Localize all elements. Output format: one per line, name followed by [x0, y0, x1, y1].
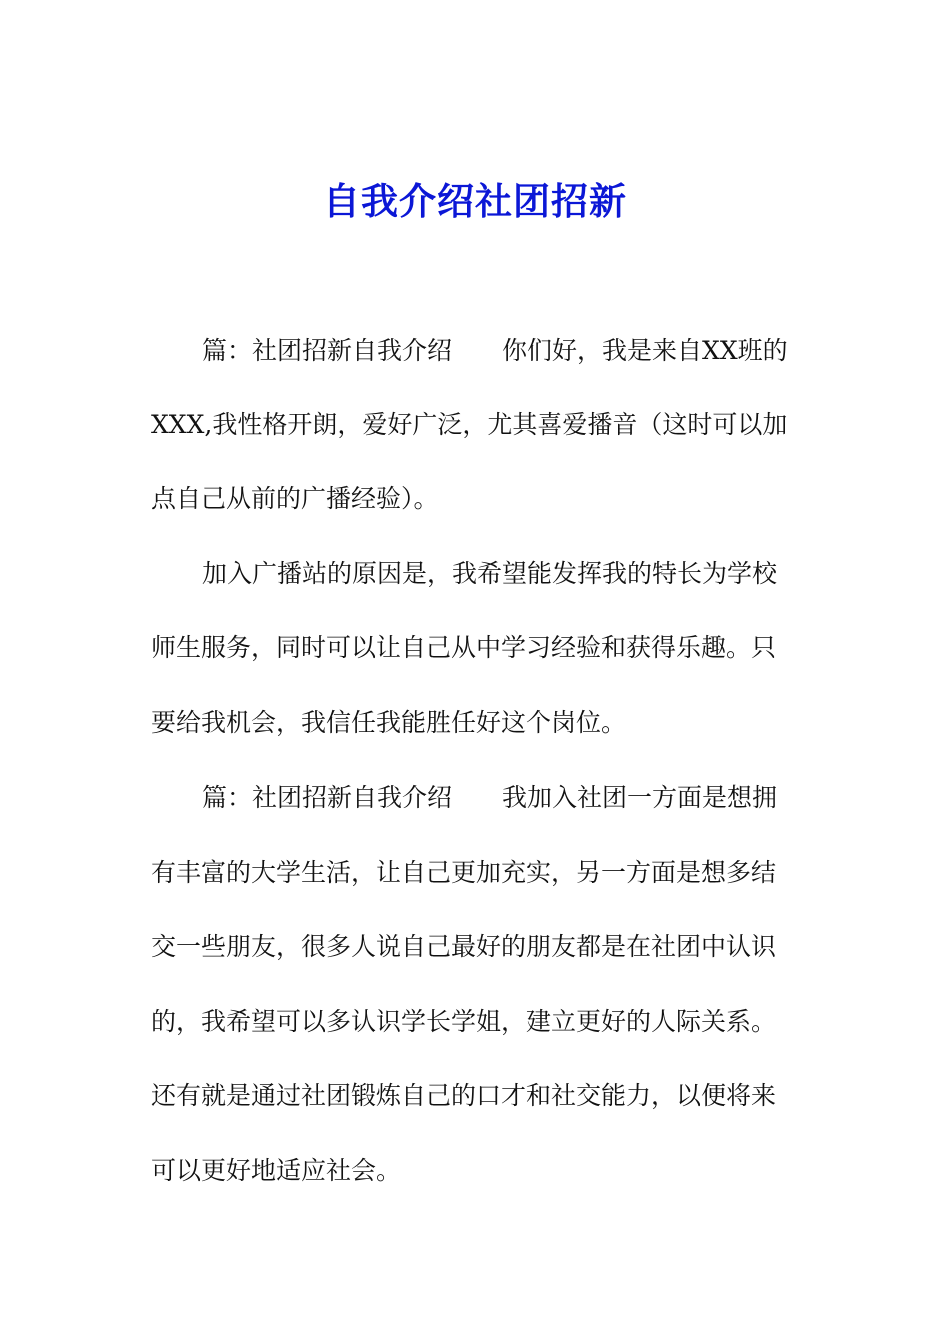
paragraph-3-line-5: 还有就是通过社团锻炼自己的口才和社交能力，以便将来 — [151, 1081, 777, 1110]
paragraph-2-line-1: 加入广播站的原因是，我希望能发挥我的特长为学校 — [202, 559, 778, 588]
section-label: 篇：社团招新自我介绍 — [202, 336, 453, 365]
paragraph-2-line-3: 要给我机会，我信任我能胜任好这个岗位。 — [151, 708, 627, 737]
paragraph-3-line-6: 可以更好地适应社会。 — [151, 1156, 402, 1185]
paragraph-1-line-3: 点自己从前的广播经验）。 — [151, 484, 439, 513]
paragraph-1-line-1 — [202, 331, 788, 371]
paragraph-2-line-2: 师生服务，同时可以让自己从中学习经验和获得乐趣。只 — [151, 633, 777, 662]
paragraph-3-line-3: 交一些朋友，很多人说自己最好的朋友都是在社团中认识 — [151, 932, 777, 961]
paragraph-3-line-4: 的，我希望可以多认识学长学姐，建立更好的人际关系。 — [151, 1007, 777, 1036]
section-label: 篇：社团招新自我介绍 — [202, 783, 453, 812]
line-text: 我加入社团一方面是想拥 — [502, 783, 778, 812]
document-title: 自我介绍社团招新 — [323, 180, 627, 223]
paragraph-3-line-1 — [202, 778, 777, 818]
paragraph-3-line-2: 有丰富的大学生活，让自己更加充实，另一方面是想多结 — [151, 858, 777, 887]
line-text: 你们好，我是来自XX班的 — [502, 336, 788, 365]
paragraph-1-line-2: XXX,我性格开朗，爱好广泛，尤其喜爱播音（这时可以加 — [151, 410, 788, 439]
